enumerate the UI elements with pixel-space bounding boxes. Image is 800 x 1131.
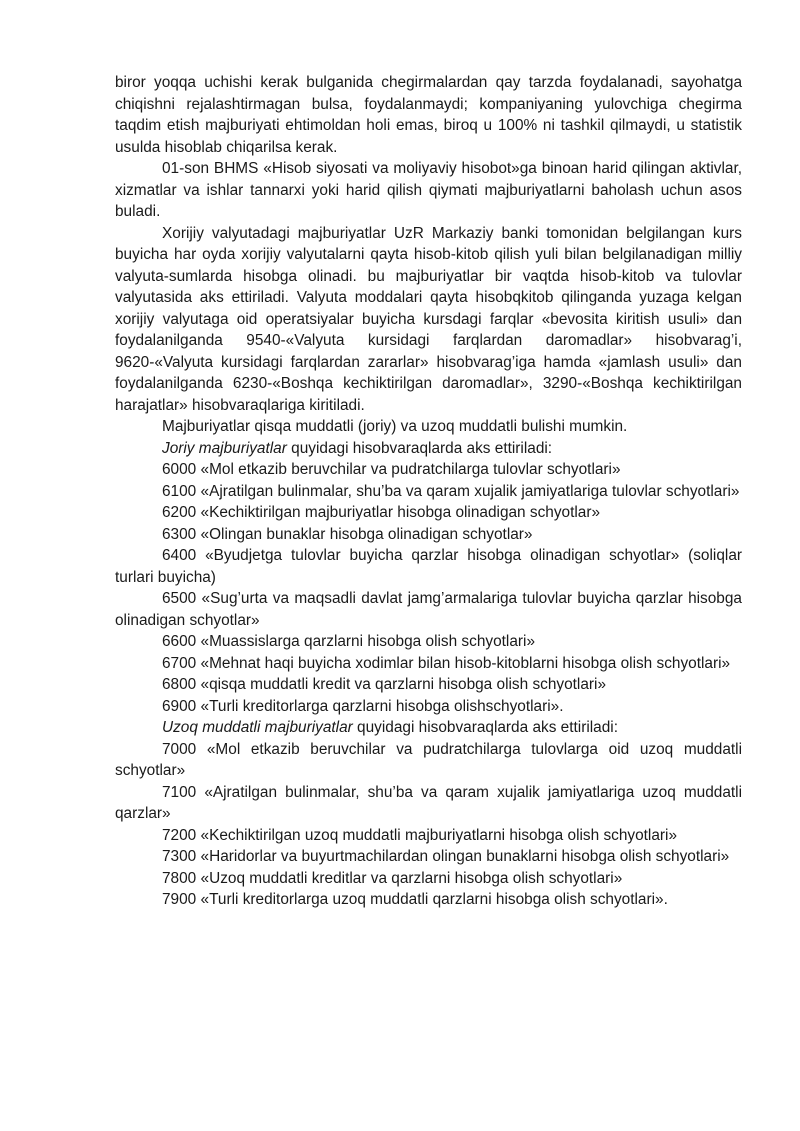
account-6900: 6900 «Turli kreditorlarga qarzlarni hisobga olishschyotlari». (162, 697, 564, 715)
account-6000: 6000 «Mol etkazib beruvchilar va pudratchilarga tulovlar schyotlari» (162, 461, 621, 478)
account-7900: 7900 «Turli kreditorlarga uzoq muddatli qarzlarni hisobga olish schyotlari». (162, 891, 668, 908)
account-7300: 7300 «Haridorlar va buyurtmachilardan olingan bunaklarni hisobga olish schyotlari» (162, 848, 730, 865)
account-7200: 7200 «Kechiktirilgan uzoq muddatli majburiyatlarni hisobga olish schyotlari» (162, 826, 678, 844)
account-6400: 6400 «Byudjetga tulovlar buyicha qarzlar hisobga olinadigan schyotlar» (soliqlar turlari buyicha) (115, 547, 742, 586)
account-7800: 7800 «Uzoq muddatli kreditlar va qarzlarni hisobga olish schyotlari» (162, 869, 623, 887)
account-6600: 6600 «Muassislarga qarzlarni hisobga olish schyotlari» (162, 633, 535, 650)
paragraph-long-term-liabilities-intro (115, 717, 742, 739)
account-6200: 6200 «Kechiktirilgan majburiyatlar hisobga olinadigan schyotlar» (162, 504, 601, 521)
account-7000: 7000 «Mol etkazib beruvchilar va pudratchilarga tulovlarga oid uzoq muddatli schyotlar» (115, 740, 742, 779)
account-6700: 6700 «Mehnat haqi buyicha xodimlar bilan hisob-kitoblarni hisobga olish schyotlari» (162, 654, 731, 672)
account-7100: 7100 «Ajratilgan bulinmalar, shu’ba va qaram xujalik jamiyatlariga uzoq muddatli qarzlar» (115, 783, 742, 822)
paragraph-current-liabilities-intro (115, 438, 742, 460)
paragraph-liability-types: Majburiyatlar qisqa muddatli (joriy) va uzoq muddatli bulishi mumkin. (162, 418, 628, 435)
long-term-liabilities-text: quyidagi hisobvaraqlarda aks ettiriladi: (352, 719, 618, 736)
paragraph-bhms-valuation: 01-son BHMS «Hisob siyosati va moliyaviy hisobot»ga binoan harid qilingan aktivlar, xizmatlar va ishlar tannarxi yoki harid qilish qiymati majburiyatlarni baholash uchun asos buladi. (115, 160, 742, 220)
account-6500: 6500 «Sug’urta va maqsadli davlat jamg’armalariga tulovlar buyicha qarzlar hisobga olinadigan schyotlar» (115, 590, 742, 629)
account-6300: 6300 «Olingan bunaklar hisobga olinadigan schyotlar» (162, 525, 533, 543)
paragraph-discount-obligation: biror yoqqa uchishi kerak bulganida chegirmalardan qay tarzda foydalanadi, sayohatga chiqishni rejalashtirmagan bulsa, foydalanmaydi; kompaniyaning yulovchiga chegirma taqdim etish majburiyati ehtimoldan holi emas, biroq u 100% ni tashkil qilmaydi, u statistik usulda hisoblab chiqarilsa kerak. (115, 74, 742, 156)
account-6800: 6800 «qisqa muddatli kredit va qarzlarni hisobga olish schyotlari» (162, 676, 607, 693)
document-page (115, 72, 742, 911)
long-term-liabilities-term: Uzoq muddatli majburiyatlar (162, 719, 353, 736)
account-6100: 6100 «Ajratilgan bulinmalar, shu’ba va qaram xujalik jamiyatlariga tulovlar schyotlari» (162, 482, 740, 500)
paragraph-foreign-currency: Xorijiy valyutadagi majburiyatlar UzR Markaziy banki tomonidan belgilangan kurs buyicha har oyda xorijiy valyutalarni qayta hisob-kitob qilish yuli bilan belgilanadigan milliy valyuta-sumlarda hisobga olinadi. bu majburiyatlar bir vaqtda hisob-kitob va tulovlar valyutasida aks ettiriladi. Valyuta moddalari qayta hisobqkitob qilinganda yuzaga kelgan xorijiy valyutaga oid operatsiyalar buyicha kursdagi farqlar «bevosita kiritish usuli» dan foydalanilganda 9540-«Valyuta kursidagi farqlardan daromadlar» hisobvarag’i, 9620-«Valyuta kursidagi farqlardan zararlar» hisobvarag’iga hamda «jamlash usuli» dan foydalanilganda 6230-«Boshqa kechiktirilgan daromadlar», 3290-«Boshqa kechiktirilgan harajatlar» hisobvaraqlariga kiritiladi. (115, 224, 742, 414)
current-liabilities-text: quyidagi hisobvaraqlarda aks ettiriladi: (286, 439, 553, 457)
current-liabilities-term: Joriy majburiyatlar (162, 439, 287, 457)
